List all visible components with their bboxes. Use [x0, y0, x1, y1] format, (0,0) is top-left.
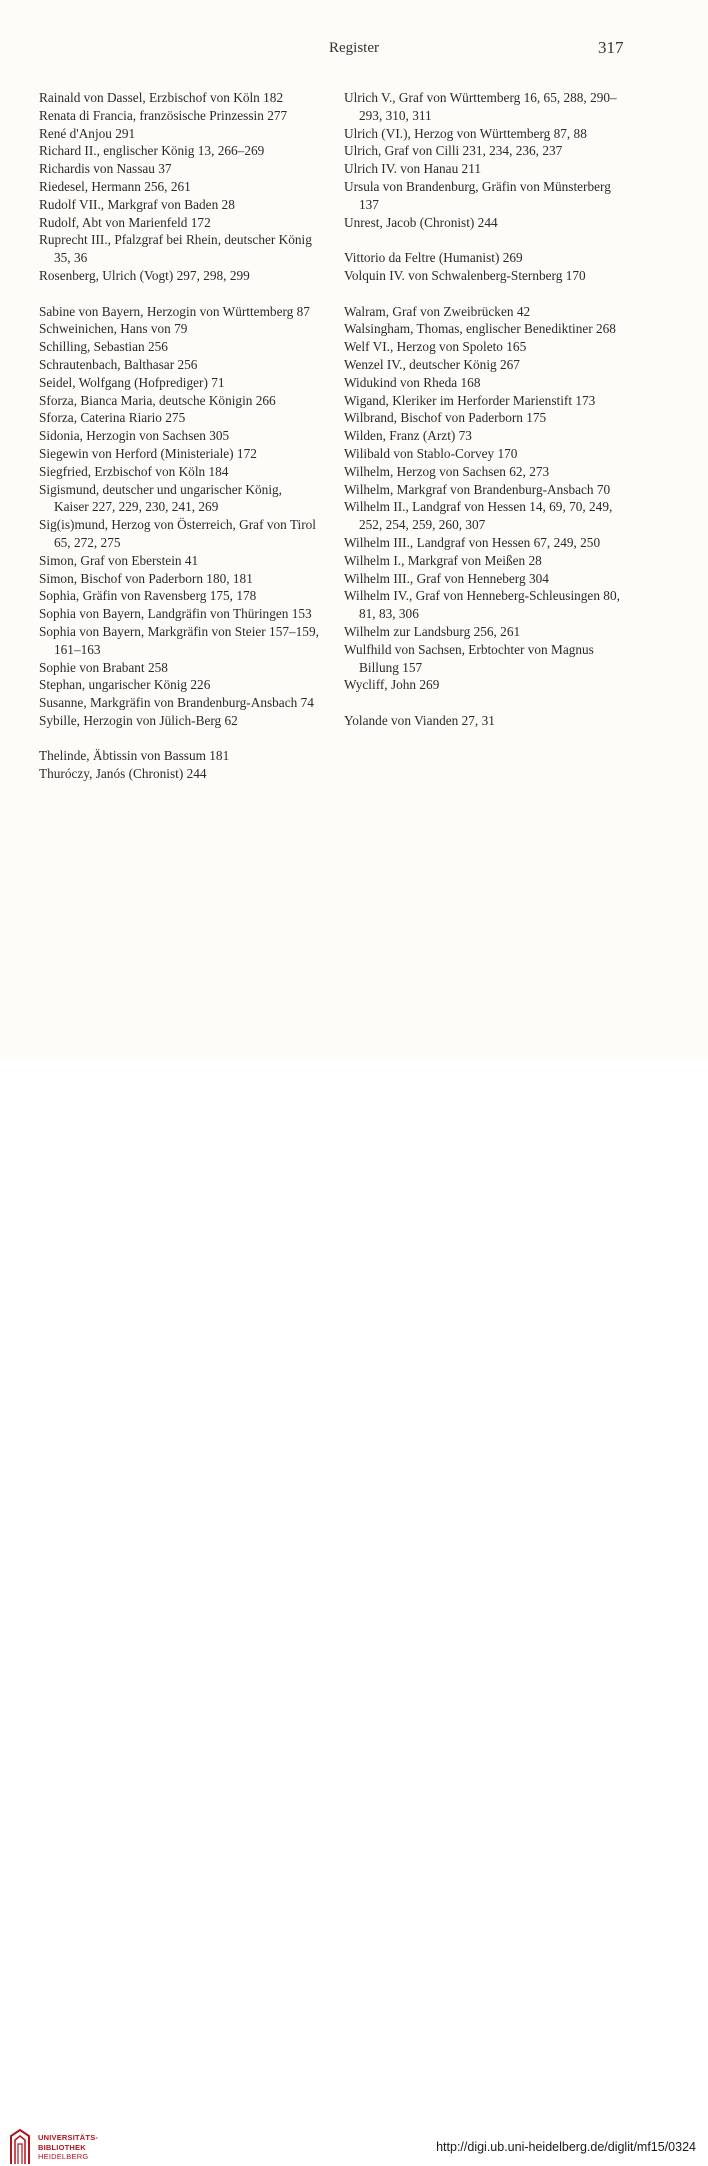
index-entry: Rudolf VII., Markgraf von Baden 28 [39, 196, 235, 212]
index-entry: Wilhelm III., Landgraf von Hessen 67, 249, 250 [344, 534, 601, 550]
index-entry: Rainald von Dassel, Erzbischof von Köln 182 [39, 90, 284, 105]
index-entry: Riedesel, Hermann 256, 261 [39, 178, 191, 194]
index-entry: Wilhelm, Herzog von Sachsen 62, 273 [344, 463, 550, 479]
index-entry: Schilling, Sebastian 256 [39, 339, 168, 355]
index-entry: Sigismund, deutscher und ungarischer König, Kaiser 227, 229, 230, 241, 269 [39, 481, 282, 515]
index-entry: Simon, Bischof von Paderborn 180, 181 [39, 570, 253, 586]
letter-group-gap [344, 694, 626, 712]
index-entry: Sig(is)mund, Herzog von Österreich, Graf von Tirol 65, 272, 275 [39, 517, 316, 550]
index-entry: Walsingham, Thomas, englischer Benediktiner 268 [344, 321, 616, 337]
index-entry: Wilhelm IV., Graf von Henneberg-Schleusingen 80, 81, 83, 306 [344, 588, 620, 622]
index-entry: Wilhelm zur Landsburg 256, 261 [344, 623, 521, 639]
index-entry: Siegfried, Erzbischof von Köln 184 [39, 463, 229, 479]
letter-group-gap [344, 285, 626, 303]
index-entry: Yolande von Vianden 27, 31 [344, 712, 495, 728]
index-entry: Ulrich, Graf von Cilli 231, 234, 236, 237 [344, 143, 563, 159]
index-entry: Ulrich V., Graf von Württemberg 16, 65, 288, 290–293, 310, 311 [344, 90, 617, 123]
index-entry: Sforza, Bianca Maria, deutsche Königin 266 [39, 392, 276, 408]
index-entry: Ulrich IV. von Hanau 211 [344, 161, 482, 177]
index-entry: Walram, Graf von Zweibrücken 42 [344, 303, 531, 319]
index-entry: Vittorio da Feltre (Humanist) 269 [344, 250, 523, 266]
letter-group-gap [39, 285, 319, 303]
index-entry: Sforza, Caterina Riario 275 [39, 410, 186, 426]
index-entry: Wycliff, John 269 [344, 677, 440, 693]
index-entry: Wilden, Franz (Arzt) 73 [344, 428, 472, 444]
page-number: 317 [598, 38, 624, 57]
index-entry: Rudolf, Abt von Marienfeld 172 [39, 214, 211, 230]
logo-line: UNIVERSITÄTS- [38, 2133, 99, 2142]
footer-bar [0, 1060, 708, 2161]
index-entry: Wenzel IV., deutscher König 267 [344, 356, 520, 372]
index-entry: Seidel, Wolfgang (Hofprediger) 71 [39, 374, 225, 390]
index-entry: Unrest, Jacob (Chronist) 244 [344, 214, 498, 230]
running-header: Register [329, 40, 379, 56]
source-url-link[interactable]: http://digi.ub.uni-heidelberg.de/diglit/mf15/0324 [436, 2140, 696, 2154]
index-entry: Wilhelm, Markgraf von Brandenburg-Ansbach 70 [344, 481, 611, 497]
index-entry: Ulrich (VI.), Herzog von Württemberg 87, 88 [344, 125, 587, 141]
index-entry: Richard II., englischer König 13, 266–269 [39, 143, 265, 159]
index-column-right [344, 89, 626, 730]
index-entry: Thuróczy, Janós (Chronist) 244 [39, 766, 207, 782]
letter-group-gap [39, 730, 319, 748]
index-entry: Siegewin von Herford (Ministeriale) 172 [39, 445, 257, 461]
index-entry: Simon, Graf von Eberstein 41 [39, 552, 199, 568]
index-entry: Schweinichen, Hans von 79 [39, 321, 188, 337]
index-entry: Wilhelm III., Graf von Henneberg 304 [344, 570, 549, 586]
index-entry: Richardis von Nassau 37 [39, 161, 172, 177]
index-entry: Sophia von Bayern, Landgräfin von Thüringen 153 [39, 606, 312, 622]
index-entry: Wilibald von Stablo-Corvey 170 [344, 445, 518, 461]
index-entry: Volquin IV. von Schwalenberg-Sternberg 170 [344, 267, 586, 283]
library-logo-text [38, 2133, 98, 2162]
index-entry: Sophia, Gräfin von Ravensberg 175, 178 [39, 588, 257, 604]
logo-line: BIBLIOTHEK [38, 2142, 86, 2152]
index-entry: Ruprecht III., Pfalzgraf bei Rhein, deutscher König 35, 36 [39, 232, 312, 266]
index-entry: Widukind von Rheda 168 [344, 374, 481, 390]
logo-line: HEIDELBERG [38, 2152, 89, 2161]
index-entry: Sybille, Herzogin von Jülich-Berg 62 [39, 712, 238, 728]
letter-group-gap [344, 231, 626, 249]
index-entry: Rosenberg, Ulrich (Vogt) 297, 298, 299 [39, 267, 250, 283]
index-entry: Sidonia, Herzogin von Sachsen 305 [39, 428, 230, 444]
university-library-logo-icon [8, 2126, 32, 2166]
index-entry: Susanne, Markgräfin von Brandenburg-Ansbach 74 [39, 695, 314, 711]
index-entry: Sabine von Bayern, Herzogin von Württemberg 87 [39, 303, 310, 319]
index-entry: Ursula von Brandenburg, Gräfin von Münsterberg 137 [344, 178, 611, 212]
index-entry: Renata di Francia, französische Prinzessin 277 [39, 107, 288, 123]
index-entry: Wilbrand, Bischof von Paderborn 175 [344, 410, 547, 426]
index-entry: Sophia von Bayern, Markgräfin von Steier 157–159, 161–163 [39, 623, 319, 657]
index-entry: Wulfhild von Sachsen, Erbtochter von Magnus Billung 157 [344, 641, 594, 675]
index-entry: Welf VI., Herzog von Spoleto 165 [344, 339, 527, 355]
scanned-page [0, 0, 708, 1060]
index-entry: Wigand, Kleriker im Herforder Marienstift 173 [344, 392, 596, 408]
index-entry: Schrautenbach, Balthasar 256 [39, 356, 198, 372]
index-column-left [39, 89, 319, 783]
index-entry: Thelinde, Äbtissin von Bassum 181 [39, 748, 230, 764]
index-entry: Wilhelm I., Markgraf von Meißen 28 [344, 552, 542, 568]
index-entry: René d'Anjou 291 [39, 125, 136, 141]
index-entry: Sophie von Brabant 258 [39, 659, 168, 675]
index-entry: Stephan, ungarischer König 226 [39, 677, 211, 693]
index-entry: Wilhelm II., Landgraf von Hessen 14, 69, 70, 249, 252, 254, 259, 260, 307 [344, 499, 613, 533]
